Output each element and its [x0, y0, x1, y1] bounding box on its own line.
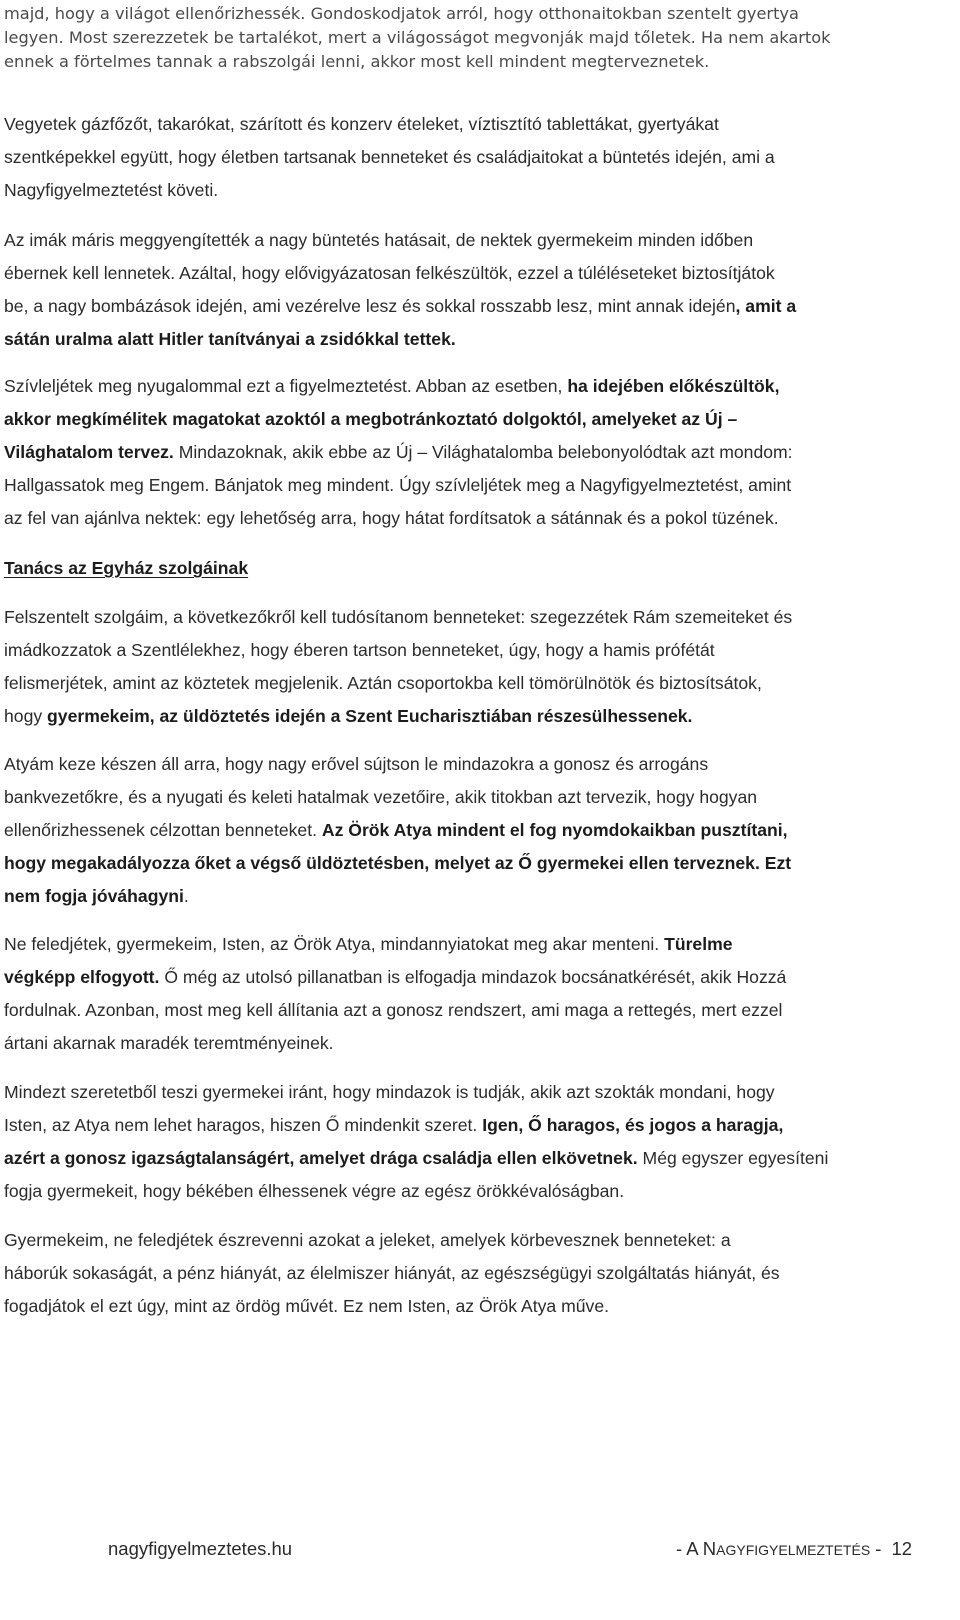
text-line: [4, 257, 924, 290]
footer-title-suffix: -: [870, 1538, 882, 1559]
text-line: Hallgassatok meg Engem. Bánjatok meg mindent. Úgy szívleljétek meg a Nagyfigyelmeztetést, amint: [4, 475, 792, 495]
text-run: ellenőrizhessenek célzottan benneteket.: [4, 820, 322, 840]
text-run: Mindazoknak, akik ebbe az Új – Világhatalomba belebonyolódtak azt mondom:: [173, 442, 793, 462]
bold-run: ha idejében előkészültök,: [567, 376, 780, 396]
footer-site: nagyfigyelmeztetes.hu: [108, 1538, 293, 1559]
bold-line: hogy megakadályozza őket a végső üldöztetésben, melyet az Ő gyermekei ellen terveznek. Ezt: [4, 853, 792, 873]
paragraph-servants: [4, 601, 924, 733]
text-line: Felszentelt szolgáim, a következőkről kell tudósítanom benneteket: szegezzétek Rám szemeiteket és: [4, 607, 793, 627]
text-line: [4, 1109, 924, 1142]
paragraph-fathers-hand: [4, 748, 924, 913]
bold-run: Világhatalom tervez.: [4, 442, 174, 462]
text-line: szentképekkel együtt, hogy életben tartsanak benneteket és családjaitokat a büntetés idején, ami a: [4, 147, 775, 167]
footer-title-prefix: - A: [676, 1538, 703, 1559]
paragraph-warning: [4, 370, 924, 535]
bold-line: akkor megkímélitek magatokat azoktól a megbotránkoztató dolgoktól, amelyeket az Új –: [4, 409, 738, 429]
text-line: [4, 814, 924, 847]
text-run: hogy: [4, 706, 48, 726]
bold-run: azért a gonosz igazságtalanságért, amelyet drága családja ellen elkövetnek.: [4, 1148, 638, 1168]
paragraph-patience: [4, 928, 924, 1060]
text-line: ennek a förtelmes tannak a rabszolgái lenni, akkor most kell mindent megterveznetek.: [4, 52, 710, 71]
text-line: Vegyetek gázfőzőt, takarókat, szárított és konzerv ételeket, víztisztító tablettákat, gyertyákat: [4, 114, 719, 134]
text-run: Isten, az Atya nem lehet haragos, hiszen Ő mindenkit szeret.: [4, 1115, 483, 1135]
paragraph-love: [4, 1076, 924, 1208]
text-run: Még egyszer egyesíteni: [637, 1148, 829, 1168]
text-line: háborúk sokaságát, a pénz hiányát, az élelmiszer hiányát, az egészségügyi szolgáltatás hiányát, és: [4, 1263, 780, 1283]
text-line: [4, 1142, 924, 1175]
text-line: fogja gyermekeit, hogy békében élhessenek végre az egész örökkévalóságban.: [4, 1181, 625, 1201]
text-line: Atyám keze készen áll arra, hogy nagy erővel sújtson le mindazokra a gonosz és arrogáns: [4, 754, 709, 774]
text-line: [4, 700, 924, 733]
text-line: legyen. Most szerezzetek be tartalékot, mert a világosságot megvonják majd tőletek. Ha nem akartok: [4, 28, 831, 47]
bold-run: Türelme: [664, 934, 733, 954]
text-line: Mindezt szeretetből teszi gyermekei iránt, hogy mindazok is tudják, akik azt szokták mondani, hogy: [4, 1082, 775, 1102]
text-line: fogadjátok el ezt úgy, mint az ördög művét. Ez nem Isten, az Örök Atya műve.: [4, 1296, 609, 1316]
footer-title: [676, 1538, 912, 1560]
section-heading: Tanács az Egyház szolgáinak: [4, 558, 249, 578]
text-run: Ő még az utolsó pillanatban is elfogadja mindazok bocsánatkérését, akik Hozzá: [159, 967, 787, 987]
text-line: [4, 880, 924, 913]
bold-run: , amit a: [735, 296, 797, 316]
text-line: Az imák máris meggyengítették a nagy büntetés hatásait, de nektek gyermekeim minden időben: [4, 230, 754, 250]
footer-title-initial: N: [702, 1538, 717, 1559]
bold-run: Az Örök Atya mindent el fog nyomdokaikban pusztítani,: [321, 820, 788, 840]
text-line: az fel van ajánlva nektek: egy lehetőség arra, hogy hátat fordítsatok a sátánnak és a pokol tüzének.: [4, 508, 779, 528]
intro-paragraph: [4, 2, 924, 74]
text-run: be, a nagy bombázások idején, ami vezérelve lesz és sokkal rosszabb lesz, mint annak idején: [4, 296, 736, 316]
text-line: bankvezetőkre, és a nyugati és keleti hatalmak vezetőire, akik titokban azt tervezik, hogy hogyan: [4, 787, 758, 807]
paragraph-signs: [4, 1224, 924, 1323]
text-line: Nagyfigyelmeztetést követi.: [4, 180, 219, 200]
text-run: Szívleljétek meg nyugalommal ezt a figyelmeztetést. Abban az esetben,: [4, 376, 568, 396]
footer-title-smallcaps: AGYFIGYELMEZTETÉS: [716, 1542, 871, 1558]
paragraph-supplies: [4, 108, 924, 207]
text-line: majd, hogy a világot ellenőrizhessék. Gondoskodjatok arról, hogy otthonaitokban szentelt gyertya: [4, 4, 799, 23]
text-run: Ne feledjétek, gyermekeim, Isten, az Örök Atya, mindannyiatokat meg akar menteni.: [4, 934, 665, 954]
text-line: felismerjétek, amint az köztetek megjelenik. Aztán csoportokba kell tömörülnötök és biztosítsátok,: [4, 673, 762, 693]
text-line: ártani akarnak maradék teremtményeinek.: [4, 1033, 334, 1053]
text-line: imádkozzatok a Szentlélekhez, hogy éberen tartson benneteket, úgy, hogy a hamis prófétát: [4, 640, 715, 660]
bold-run: Igen, Ő haragos, és jogos a haragja,: [482, 1115, 784, 1135]
text-line: [4, 436, 924, 469]
text-run: Azáltal, hogy elővigyázatosan felkészültök, ezzel a túléléseteket biztosítjátok: [175, 263, 775, 283]
paragraph-prayers: [4, 224, 924, 356]
text-line: [4, 961, 924, 994]
text-line: [4, 928, 924, 961]
text-line: Gyermekeim, ne feledjétek észrevenni azokat a jeleket, amelyek körbevesznek benneteket: a: [4, 1230, 731, 1250]
bold-run: gyermekeim, az üldöztetés idején a Szent Eucharisztiában részesülhessenek.: [47, 706, 693, 726]
text-line: fordulnak. Azonban, most meg kell állítania azt a gonosz rendszert, ami maga a rettegés, mert ezzel: [4, 1000, 783, 1020]
bold-run: végképp elfogyott.: [4, 967, 160, 987]
page-number: 12: [891, 1538, 913, 1559]
text-run: ébernek kell lennetek.: [4, 263, 176, 283]
bold-run: nem fogja jóváhagyni: [4, 886, 184, 906]
text-line: [4, 370, 924, 403]
text-line: [4, 290, 924, 323]
bold-line: sátán uralma alatt Hitler tanítványai a zsidókkal tettek.: [4, 329, 456, 349]
text-run: .: [183, 886, 189, 906]
